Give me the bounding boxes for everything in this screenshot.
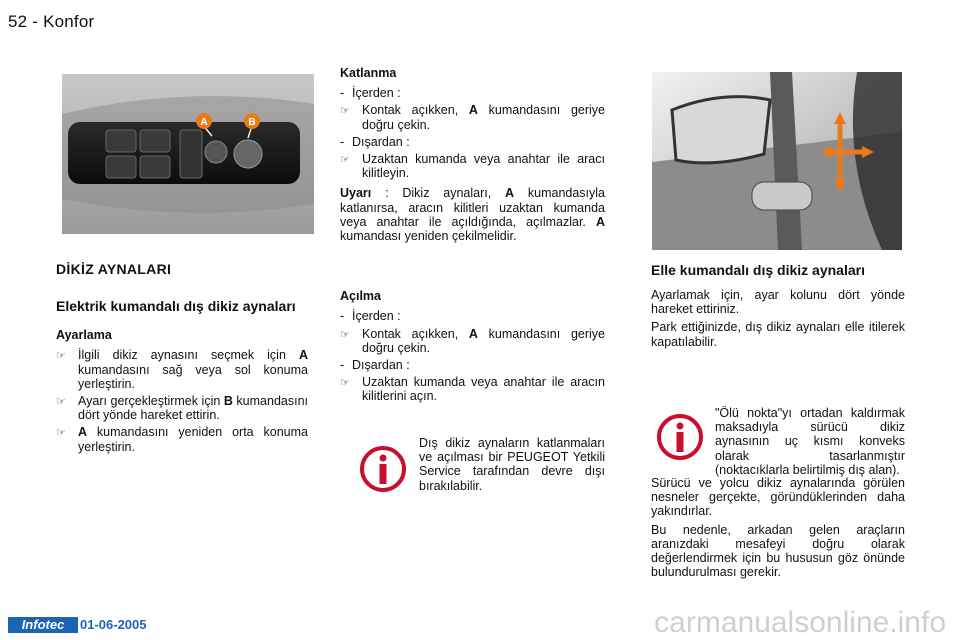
fold-inside: İçerden :: [352, 86, 401, 101]
pointing-hand-icon: ☞: [340, 377, 350, 390]
right-para-1: Ayarlamak için, ayar kolunu dört yönde hareket ettiriniz.: [651, 288, 905, 317]
middle-column: Katlanma - İçerden : ☞ Kontak açıkken, A kumandasını geriye doğru çekin. - Dışardan : ☞ Uzaktan kumanda veya anahtar ile aracı kilitleyin. Uyarı : Dikiz aynaları, A kumandasıyla katlanırsa, aracın kilitleri uzaktan kumanda veya anahtar ile açıldığında, açılmazlar. A kumandası yeniden çekilmelidir. Açılma - İçerden : ☞ Kontak açıkken, A kumandasını geriye doğru çekin. - Dışardan : ☞ Uzaktan kumanda veya anahtar ile aracın kilitlerini açın.: [340, 66, 605, 404]
pointing-hand-icon: ☞: [340, 105, 350, 118]
svg-text:B: B: [248, 117, 256, 128]
page-title: Konfor: [43, 12, 95, 31]
list-item: ☞ Uzaktan kumanda veya anahtar ile aracı kilitleyin.: [340, 152, 605, 181]
header-separator: -: [32, 12, 39, 31]
page-header: [8, 12, 94, 32]
page-number: 52: [8, 12, 28, 31]
svg-text:A: A: [200, 117, 208, 128]
pointing-hand-icon: ☞: [56, 350, 66, 363]
mirror-switch-illustration: [62, 74, 314, 234]
info-icon: [358, 444, 408, 494]
list-item: ☞ Kontak açıkken, A kumandasını geriye doğru çekin.: [340, 103, 605, 132]
manual-mirror-illustration: [652, 72, 902, 250]
info-icon: [655, 412, 705, 462]
blind-spot-info-text: "Ölü nokta"yı ortadan kaldırmak maksadıyla sürücü dikiz aynasının uç kısmı konveks olarak tasarlanmıştır (noktacıklarla belirtilmiş dış alan).: [715, 406, 905, 477]
adjust-heading: Ayarlama: [56, 328, 112, 343]
pointing-hand-icon: ☞: [340, 154, 350, 167]
open-inside: İçerden :: [352, 309, 401, 324]
open-heading: Açılma: [340, 289, 381, 304]
pointing-hand-icon: ☞: [56, 427, 66, 440]
footer-date: 01-06-2005: [80, 617, 147, 632]
right-para-4: Bu nedenle, arkadan gelen araçların aranızdaki mesafeyi doğru olarak değerlendirmek için bu hususun göz önünde bulundurulması gerekir.: [651, 522, 905, 580]
list-item: ☞ Uzaktan kumanda veya anahtar ile aracın kilitlerini açın.: [340, 375, 605, 404]
list-item: ☞ Kontak açıkken, A kumandasını geriye doğru çekin.: [340, 326, 605, 355]
right-para-3: Sürücü ve yolcu dikiz aynalarında görülen nesneler gerçekte, göründüklerinden daha yakındırlar.: [651, 476, 905, 519]
open-outside: Dışardan :: [352, 358, 410, 373]
right-column: [651, 262, 905, 353]
electric-mirrors-title: Elektrik kumandalı dış dikiz aynaları: [56, 298, 296, 315]
right-bottom-text: [651, 476, 905, 583]
right-para-2: Park ettiğinizde, dış dikiz aynaları elle itilerek kapatılabilir.: [651, 320, 905, 349]
pointing-hand-icon: ☞: [340, 328, 350, 341]
watermark: carmanualsonline.info: [654, 606, 946, 639]
list-item: ☞ İlgili dikiz aynasını seçmek için A kumandasını sağ veya sol konumа yerleştirin.: [56, 348, 308, 391]
manual-mirrors-title: Elle kumandalı dış dikiz aynaları: [651, 262, 865, 278]
warning-paragraph: Uyarı : Dikiz aynaları, A kumandasıyla katlanırsa, aracın kilitleri uzaktan kumanda veya anahtar ile açıldığında, açılmazlar. A kumandası yeniden çekilmelidir.: [340, 186, 605, 244]
fold-outside: Dışardan :: [352, 134, 410, 149]
fold-info-text: Dış dikiz aynaların katlanmaları ve açılması bir PEUGEOT Yetkili Service tarafından devre dışı bırakılabilir.: [419, 436, 605, 493]
mirror-control-photo: [62, 74, 314, 234]
manual-mirror-photo: [652, 72, 902, 250]
section-title: DİKİZ AYNALARI: [56, 261, 172, 277]
pointing-hand-icon: ☞: [56, 396, 66, 409]
fold-heading: Katlanma: [340, 66, 397, 80]
list-item: ☞ A kumandasını yeniden orta konuma yerleştirin.: [56, 425, 308, 454]
list-item: ☞ Ayarı gerçekleştirmek için B kumandasını dört yönde hareket ettirin.: [56, 394, 308, 423]
infotec-logo: Infotec: [8, 617, 78, 633]
left-column: [56, 262, 308, 457]
